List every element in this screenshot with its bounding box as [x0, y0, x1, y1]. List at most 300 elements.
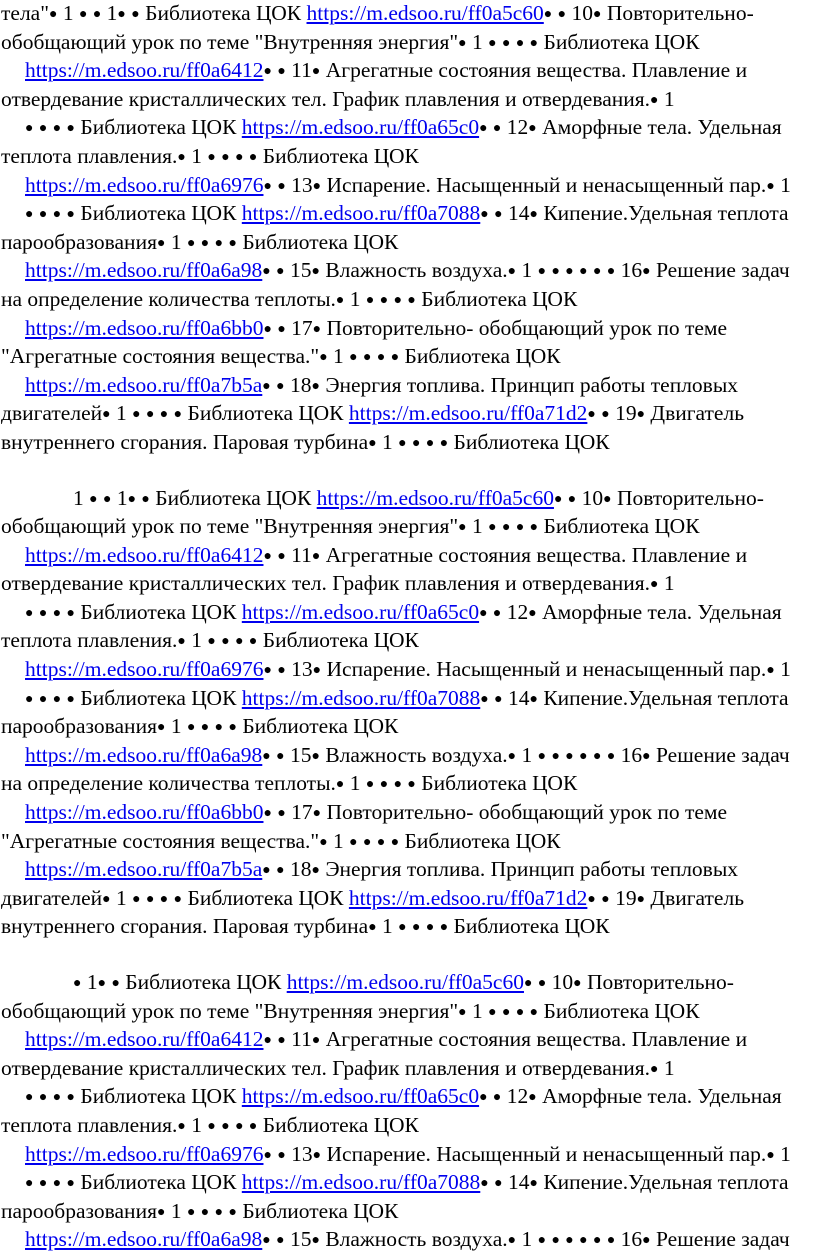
bullet-icon: ●	[494, 1176, 503, 1192]
bullet-icon: ●	[592, 264, 602, 280]
text-line	[1, 856, 814, 885]
bullet-icon: ●	[603, 491, 612, 507]
text-line	[1, 229, 814, 258]
bullet-icon: ●	[592, 1233, 602, 1249]
text-run: 1	[165, 714, 187, 739]
text-run: 1	[658, 1055, 675, 1080]
bullet-icon: ●	[551, 264, 560, 280]
bullet-icon: ●	[529, 520, 539, 536]
bullet-icon: ●	[276, 1233, 285, 1249]
text-line	[1, 286, 814, 315]
bullet-icon: ●	[25, 1176, 34, 1192]
text-run: Библиотека ЦОК	[139, 1, 307, 25]
text-line	[1, 570, 814, 599]
bullet-icon: ●	[159, 891, 169, 907]
bullet-icon: ●	[277, 663, 286, 679]
bullet-icon: ●	[214, 1204, 224, 1220]
library-link[interactable]: https://m.edsoo.ru/ff0a5c60	[316, 485, 554, 510]
bullet-icon: ●	[228, 1204, 237, 1220]
bullet-icon: ●	[89, 491, 98, 507]
text-block	[1, 485, 814, 943]
text-line	[1, 799, 814, 828]
bullet-icon: ●	[312, 806, 322, 822]
bullet-icon: ●	[579, 748, 588, 764]
text-run: 1	[774, 172, 791, 197]
text-run: 17	[285, 315, 313, 340]
text-line	[1, 542, 814, 571]
bullet-icon: ●	[102, 407, 111, 423]
bullet-icon: ●	[507, 748, 517, 764]
text-line	[1, 742, 814, 771]
bullet-icon: ●	[494, 691, 503, 707]
text-line	[1, 200, 814, 229]
text-run: 10	[576, 485, 604, 510]
library-link[interactable]: https://m.edsoo.ru/ff0a7b5a	[25, 372, 263, 397]
bullet-icon: ●	[156, 720, 166, 736]
library-link[interactable]: https://m.edsoo.ru/ff0a6412	[25, 1027, 264, 1052]
bullet-icon: ●	[650, 92, 659, 108]
text-run: 16	[615, 742, 643, 767]
text-run: 1	[110, 401, 133, 426]
text-run: Испарение. Насыщенный и ненасыщенный пар.	[321, 1141, 767, 1166]
text-run: 13	[285, 657, 313, 682]
bullet-icon: ●	[159, 407, 169, 423]
library-link[interactable]: https://m.edsoo.ru/ff0a7b5a	[25, 857, 263, 882]
bullet-icon: ●	[311, 378, 320, 394]
bullet-icon: ●	[186, 235, 196, 251]
text-run: 1	[57, 1, 79, 25]
bullet-icon: ●	[480, 691, 489, 707]
bullet-icon: ●	[592, 748, 602, 764]
bullet-icon: ●	[479, 1090, 488, 1106]
text-run: теплота плавления.	[1, 143, 178, 168]
text-line	[1, 713, 814, 742]
library-link[interactable]: https://m.edsoo.ru/ff0a6412	[25, 58, 264, 83]
text-run: 19	[609, 401, 637, 426]
text-run: 1	[774, 1141, 791, 1166]
text-run: "Агрегатные состояния вещества."	[1, 344, 320, 369]
text-run: 1	[344, 286, 366, 311]
library-link[interactable]: https://m.edsoo.ru/ff0a6a98	[25, 258, 263, 283]
bullet-icon: ●	[312, 178, 322, 194]
library-link[interactable]: https://m.edsoo.ru/ff0a7088	[241, 685, 481, 710]
bullet-icon: ●	[276, 863, 285, 879]
bullet-icon: ●	[412, 920, 421, 936]
library-link[interactable]: https://m.edsoo.ru/ff0a7088	[241, 201, 481, 226]
text-run: 1	[516, 742, 538, 767]
bullet-icon: ●	[312, 1147, 322, 1163]
text-run: 1	[73, 485, 90, 510]
text-run: 1	[327, 344, 350, 369]
bullet-icon: ●	[553, 491, 563, 507]
text-run: Библиотека ЦОК	[415, 771, 578, 796]
bullet-icon: ●	[368, 435, 377, 451]
text-run: парообразования	[1, 714, 157, 739]
text-line	[1, 685, 814, 714]
text-run: 1	[466, 514, 489, 539]
bullet-icon: ●	[262, 378, 271, 394]
bullet-icon: ●	[425, 920, 435, 936]
text-line	[1, 343, 814, 372]
bullet-icon: ●	[52, 691, 62, 707]
text-run: парообразования	[1, 229, 157, 254]
text-run: Библиотека ЦОК	[119, 970, 287, 994]
bullet-icon: ●	[38, 605, 48, 621]
text-run: 1	[344, 771, 366, 796]
text-block	[1, 0, 814, 458]
text-run: 14	[502, 201, 530, 226]
bullet-icon: ●	[66, 605, 75, 621]
bullet-icon: ●	[49, 7, 58, 22]
library-link[interactable]: https://m.edsoo.ru/ff0a6bb0	[25, 800, 264, 825]
text-run: 1	[516, 1227, 538, 1252]
bullet-icon: ●	[66, 1090, 75, 1106]
text-run: Библиотека ЦОК	[236, 714, 399, 739]
text-run: "Агрегатные состояния вещества."	[1, 828, 320, 853]
bullet-icon: ●	[515, 1004, 525, 1020]
bullet-icon: ●	[214, 235, 224, 251]
bullet-icon: ●	[528, 1090, 537, 1106]
bullet-icon: ●	[277, 321, 286, 337]
text-run: Библиотека ЦОК	[182, 885, 349, 910]
bullet-icon: ●	[145, 407, 155, 423]
bullet-icon: ●	[398, 435, 407, 451]
text-run: Энергия топлива. Принцип работы тепловых	[319, 857, 739, 882]
text-run: двигателей	[1, 401, 103, 426]
text-run: 1	[774, 657, 791, 682]
text-run: 1	[658, 571, 675, 596]
library-link[interactable]: https://m.edsoo.ru/ff0a65c0	[241, 1084, 480, 1109]
bullet-icon: ●	[349, 834, 358, 850]
bullet-icon: ●	[528, 605, 537, 621]
library-link[interactable]: https://m.edsoo.ru/ff0a65c0	[241, 599, 480, 624]
text-run: 10	[566, 1, 593, 25]
bullet-icon: ●	[319, 350, 328, 366]
text-run: Влажность воздуха.	[319, 742, 508, 767]
bullet-icon: ●	[365, 777, 375, 793]
bullet-icon: ●	[379, 777, 389, 793]
text-run: 12	[501, 115, 529, 140]
text-line	[1, 372, 814, 401]
bullet-icon: ●	[515, 520, 525, 536]
bullet-icon: ●	[537, 264, 547, 280]
text-run: теплота плавления.	[1, 628, 178, 653]
bullet-icon: ●	[529, 1176, 538, 1192]
text-run: Библиотека ЦОК	[75, 599, 242, 624]
bullet-icon: ●	[376, 350, 386, 366]
bullet-icon: ●	[407, 292, 416, 308]
bullet-icon: ●	[248, 149, 258, 165]
bullet-icon: ●	[480, 1176, 489, 1192]
text-run: на определение количества теплоты.	[1, 771, 336, 796]
text-run: 17	[285, 800, 313, 825]
library-link[interactable]: https://m.edsoo.ru/ff0a6976	[25, 172, 264, 197]
bullet-icon: ●	[393, 777, 403, 793]
bullet-icon: ●	[376, 834, 386, 850]
bullet-icon: ●	[127, 491, 137, 507]
bullet-icon: ●	[173, 891, 183, 907]
text-line	[1, 627, 814, 656]
text-run: Повторительно- обобщающий урок по теме	[321, 315, 728, 340]
text-run: 15	[284, 258, 312, 283]
bullet-icon: ●	[214, 720, 224, 736]
bullet-icon: ●	[537, 976, 547, 991]
bullet-icon: ●	[78, 7, 88, 22]
bullet-icon: ●	[335, 777, 345, 793]
text-run: Агрегатные состояния вещества. Плавление и	[320, 1027, 748, 1052]
bullet-icon: ●	[25, 207, 34, 223]
bullet-icon: ●	[407, 777, 416, 793]
bullet-icon: ●	[390, 834, 400, 850]
text-run: Аморфные тела. Удельная	[536, 115, 782, 140]
text-run: Влажность воздуха.	[319, 1227, 508, 1252]
bullet-icon: ●	[606, 748, 616, 764]
bullet-icon: ●	[263, 1147, 272, 1163]
bullet-icon: ●	[52, 1090, 62, 1106]
text-run: 1	[185, 143, 208, 168]
bullet-icon: ●	[551, 1233, 560, 1249]
text-run: Двигатель	[645, 885, 745, 910]
bullet-icon: ●	[565, 748, 574, 764]
text-run: Библиотека ЦОК	[538, 514, 700, 539]
text-run: Библиотека ЦОК	[257, 143, 419, 168]
text-run: 18	[284, 857, 312, 882]
text-run: 1	[110, 885, 133, 910]
bullet-icon: ●	[379, 292, 389, 308]
text-run: Испарение. Насыщенный и ненасыщенный пар.	[321, 172, 767, 197]
text-line	[1, 513, 814, 542]
bullet-icon: ●	[501, 1004, 511, 1020]
text-run: на определение количества теплоты.	[1, 286, 336, 311]
text-line	[1, 1141, 814, 1170]
bullet-icon: ●	[494, 207, 503, 223]
bullet-icon: ●	[235, 634, 244, 650]
text-line	[1, 315, 814, 344]
bullet-icon: ●	[507, 1233, 517, 1249]
bullet-icon: ●	[573, 976, 582, 991]
bullet-icon: ●	[492, 121, 502, 137]
paragraph-gap	[1, 458, 814, 485]
bullet-icon: ●	[66, 691, 75, 707]
text-run: Решение задач	[650, 258, 790, 283]
bullet-icon: ●	[97, 976, 107, 991]
bullet-icon: ●	[365, 292, 375, 308]
text-run: обобщающий урок по теме "Внутренняя энергия"	[1, 29, 459, 54]
text-line	[1, 29, 814, 58]
bullet-icon: ●	[587, 407, 596, 423]
bullet-icon: ●	[235, 1118, 244, 1134]
text-run: Повторительно-	[611, 485, 764, 510]
text-line	[1, 599, 814, 628]
text-run: Библиотека ЦОК	[236, 229, 399, 254]
bullet-icon: ●	[363, 834, 372, 850]
text-run: Библиотека ЦОК	[75, 115, 242, 140]
text-line	[1, 114, 814, 143]
bullet-icon: ●	[479, 121, 488, 137]
text-run: Двигатель	[645, 401, 745, 426]
bullet-icon: ●	[311, 264, 320, 280]
library-link[interactable]: https://m.edsoo.ru/ff0a5c60	[286, 970, 524, 994]
text-line	[1, 969, 814, 998]
bullet-icon: ●	[38, 207, 48, 223]
bullet-icon: ●	[228, 235, 237, 251]
bullet-icon: ●	[177, 149, 186, 165]
bullet-icon: ●	[592, 7, 602, 22]
text-run: Агрегатные состояния вещества. Плавление и	[320, 58, 748, 83]
bullet-icon: ●	[207, 634, 216, 650]
bullet-icon: ●	[25, 605, 34, 621]
bullet-icon: ●	[311, 1033, 321, 1049]
text-run: Повторительно-	[581, 970, 734, 994]
bullet-icon: ●	[38, 691, 48, 707]
bullet-icon: ●	[311, 1233, 320, 1249]
bullet-icon: ●	[412, 435, 421, 451]
text-run: Библиотека ЦОК	[538, 998, 700, 1023]
bullet-icon: ●	[636, 891, 646, 907]
text-run: Библиотека ЦОК	[399, 344, 561, 369]
text-run: 11	[285, 1027, 312, 1052]
bullet-icon: ●	[132, 891, 141, 907]
bullet-icon: ●	[66, 1176, 75, 1192]
bullet-icon: ●	[156, 1204, 166, 1220]
bullet-icon: ●	[200, 720, 210, 736]
library-link[interactable]: https://m.edsoo.ru/ff0a6bb0	[25, 315, 264, 340]
library-link[interactable]: https://m.edsoo.ru/ff0a7088	[241, 1170, 481, 1195]
text-run: Библиотека ЦОК	[538, 29, 700, 54]
text-line	[1, 1112, 814, 1141]
bullet-icon: ●	[262, 264, 271, 280]
bullet-icon: ●	[565, 1233, 574, 1249]
bullet-icon: ●	[439, 435, 449, 451]
bullet-icon: ●	[543, 7, 553, 22]
bullet-icon: ●	[186, 1204, 196, 1220]
bullet-icon: ●	[66, 121, 75, 137]
bullet-icon: ●	[488, 1004, 497, 1020]
bullet-icon: ●	[311, 863, 320, 879]
text-run: Библиотека ЦОК	[182, 401, 349, 426]
bullet-icon: ●	[601, 407, 610, 423]
text-run: Кипение.Удельная теплота	[537, 201, 789, 226]
bullet-icon: ●	[349, 350, 358, 366]
text-run: 11	[285, 542, 312, 567]
bullet-icon: ●	[117, 7, 126, 22]
library-link[interactable]: https://m.edsoo.ru/ff0a6976	[25, 657, 264, 682]
text-run: 1	[327, 828, 350, 853]
bullet-icon: ●	[606, 264, 616, 280]
text-line	[1, 770, 814, 799]
bullet-icon: ●	[579, 264, 588, 280]
bullet-icon: ●	[235, 149, 244, 165]
bullet-icon: ●	[111, 976, 120, 991]
text-run: 12	[501, 1084, 529, 1109]
library-link[interactable]: https://m.edsoo.ru/ff0a71d2	[348, 401, 588, 426]
bullet-icon: ●	[507, 264, 517, 280]
text-run: тела"	[1, 1, 49, 25]
library-link[interactable]: https://m.edsoo.ru/ff0a71d2	[348, 885, 588, 910]
bullet-icon: ●	[458, 1004, 467, 1020]
bullet-icon: ●	[766, 178, 775, 194]
library-link[interactable]: https://m.edsoo.ru/ff0a6412	[25, 542, 264, 567]
bullet-icon: ●	[141, 491, 150, 507]
bullet-icon: ●	[488, 520, 497, 536]
bullet-icon: ●	[277, 178, 286, 194]
bullet-icon: ●	[177, 1118, 186, 1134]
text-line	[1, 86, 814, 115]
text-line	[1, 143, 814, 172]
library-link[interactable]: https://m.edsoo.ru/ff0a6976	[25, 1141, 264, 1166]
bullet-icon: ●	[276, 264, 285, 280]
bullet-icon: ●	[200, 1204, 210, 1220]
bullet-icon: ●	[263, 548, 272, 564]
text-run: 1	[165, 1198, 187, 1223]
bullet-icon: ●	[221, 1118, 230, 1134]
bullet-icon: ●	[262, 1233, 271, 1249]
text-run: Библиотека ЦОК	[75, 1170, 242, 1195]
bullet-icon: ●	[52, 207, 62, 223]
bullet-icon: ●	[650, 1061, 659, 1077]
bullet-icon: ●	[262, 863, 271, 879]
text-run: Библиотека ЦОК	[448, 914, 610, 939]
text-run: Библиотека ЦОК	[75, 201, 242, 226]
bullet-icon: ●	[601, 891, 610, 907]
text-run: обобщающий урок по теме "Внутренняя энергия"	[1, 514, 459, 539]
library-link[interactable]: https://m.edsoo.ru/ff0a6a98	[25, 1227, 263, 1252]
bullet-icon: ●	[262, 748, 271, 764]
bullet-icon: ●	[263, 64, 272, 80]
bullet-icon: ●	[551, 748, 560, 764]
bullet-icon: ●	[102, 491, 112, 507]
bullet-icon: ●	[200, 235, 210, 251]
bullet-icon: ●	[579, 1233, 588, 1249]
bullet-icon: ●	[636, 407, 646, 423]
library-link[interactable]: https://m.edsoo.ru/ff0a5c60	[306, 1, 544, 25]
text-line	[1, 400, 814, 429]
text-run: теплота плавления.	[1, 1112, 178, 1137]
bullet-icon: ●	[537, 748, 547, 764]
bullet-icon: ●	[458, 520, 467, 536]
bullet-icon: ●	[567, 491, 577, 507]
text-run: Библиотека ЦОК	[75, 685, 242, 710]
text-run: 15	[284, 1227, 312, 1252]
text-run: 1	[516, 258, 538, 283]
library-link[interactable]: https://m.edsoo.ru/ff0a6a98	[25, 742, 263, 767]
text-run: Влажность воздуха.	[319, 258, 508, 283]
bullet-icon: ●	[398, 920, 407, 936]
text-line	[1, 1169, 814, 1198]
text-run: 1	[658, 86, 675, 111]
bullet-icon: ●	[766, 663, 775, 679]
text-run: внутреннего сгорания. Паровая турбина	[1, 429, 369, 454]
text-run: Библиотека ЦОК	[415, 286, 578, 311]
text-run: 16	[615, 1227, 643, 1252]
bullet-icon: ●	[537, 1233, 547, 1249]
bullet-icon: ●	[173, 407, 183, 423]
text-run: Аморфные тела. Удельная	[536, 599, 782, 624]
bullet-icon: ●	[207, 149, 216, 165]
library-link[interactable]: https://m.edsoo.ru/ff0a65c0	[241, 115, 480, 140]
bullet-icon: ●	[515, 35, 525, 51]
text-run: 15	[284, 742, 312, 767]
bullet-icon: ●	[276, 748, 285, 764]
bullet-icon: ●	[606, 1233, 616, 1249]
bullet-icon: ●	[263, 1033, 272, 1049]
text-run: 11	[285, 58, 312, 83]
bullet-icon: ●	[207, 1118, 216, 1134]
bullet-icon: ●	[38, 1090, 48, 1106]
bullet-icon: ●	[263, 178, 272, 194]
bullet-icon: ●	[25, 121, 34, 137]
bullet-icon: ●	[479, 605, 488, 621]
